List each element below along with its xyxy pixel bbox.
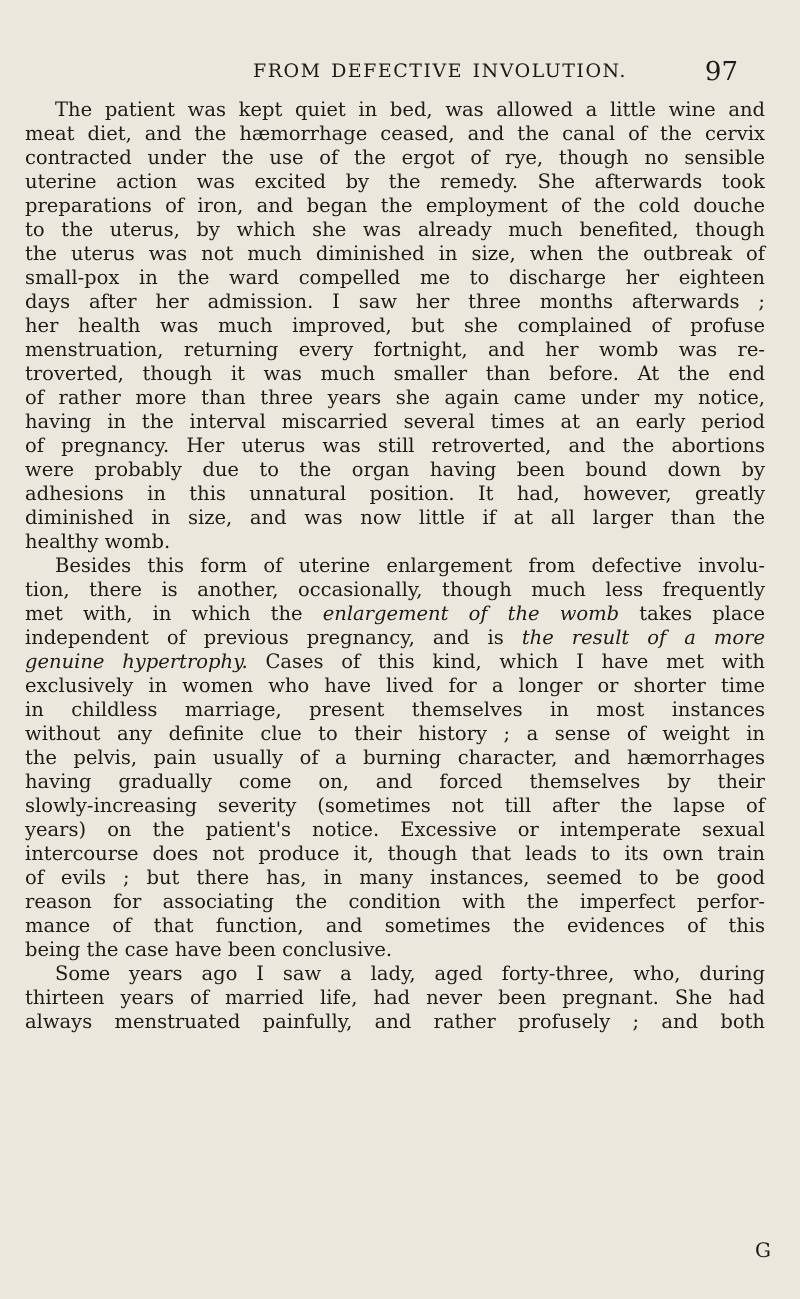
text-line: in childless marriage, present themselves in most instances (25, 698, 765, 721)
text-line: having gradually come on, and forced themselves by their (25, 770, 765, 793)
text-line: reason for associating the condition with the imperfect perfor- (25, 890, 765, 913)
body-text (25, 98, 765, 1034)
text-line: Some years ago I saw a lady, aged forty-three, who, during (55, 962, 765, 985)
text-line: the uterus was not much diminished in size, when the outbreak of (25, 242, 765, 265)
text-line: of evils ; but there has, in many instances, seemed to be good (25, 866, 765, 889)
text-line: mance of that function, and sometimes the evidences of this (25, 914, 765, 937)
text-line: uterine action was excited by the remedy. She afterwards took (25, 170, 765, 193)
page-number: 97 (704, 57, 738, 87)
text-line: contracted under the use of the ergot of rye, though no sensible (25, 146, 765, 169)
text-line: of rather more than three years she again came under my notice, (25, 386, 765, 409)
text-line: tion, there is another, occasionally, though much less frequently (25, 578, 765, 601)
text-line: preparations of iron, and began the employment of the cold douche (25, 194, 765, 217)
text-line: intercourse does not produce it, though that leads to its own train (25, 842, 765, 865)
signature-mark: G (755, 1238, 771, 1262)
text-line: small-pox in the ward compelled me to discharge her eighteen (25, 266, 765, 289)
text-line: thirteen years of married life, had never been pregnant. She had (25, 986, 765, 1009)
text-line: were probably due to the organ having been bound down by (25, 458, 765, 481)
text-line: exclusively in women who have lived for a longer or shorter time (25, 674, 765, 697)
text-line: troverted, though it was much smaller than before. At the end (25, 362, 765, 385)
text-line: healthy womb. (25, 530, 171, 553)
text-line: met with, in which the enlargement of the womb takes place (25, 602, 766, 625)
text-line: adhesions in this unnatural position. It had, however, greatly (25, 482, 765, 505)
text-line: Besides this form of uterine enlargement from defective involu- (55, 554, 765, 577)
text-line: years) on the patient's notice. Excessive or intemperate sexual (25, 818, 765, 841)
text-line: having in the interval miscarried several times at an early period (25, 410, 765, 433)
text-line: being the case have been conclusive. (25, 938, 393, 961)
text-line: diminished in size, and was now little if at all larger than the (25, 506, 765, 529)
text-line: always menstruated painfully, and rather profusely ; and both (25, 1010, 765, 1033)
running-head: FROM DEFECTIVE INVOLUTION. (253, 60, 627, 82)
text-line: independent of previous pregnancy, and is the result of a more (25, 626, 765, 649)
text-line: the pelvis, pain usually of a burning character, and hæmorrhages (25, 746, 765, 769)
text-line: without any definite clue to their history ; a sense of weight in (25, 722, 765, 745)
text-line: of pregnancy. Her uterus was still retroverted, and the abortions (25, 434, 765, 457)
text-line: to the uterus, by which she was already much benefited, though (25, 218, 765, 241)
text-line: her health was much improved, but she complained of profuse (25, 314, 765, 337)
text-line: meat diet, and the hæmorrhage ceased, and the canal of the cervix (25, 122, 765, 145)
text-line: genuine hypertrophy. Cases of this kind, which I have met with (25, 650, 765, 673)
page-header (0, 57, 800, 90)
text-line: menstruation, returning every fortnight, and her womb was re- (25, 338, 765, 361)
text-line: slowly-increasing severity (sometimes not till after the lapse of (25, 794, 765, 817)
text-line: days after her admission. I saw her three months afterwards ; (25, 290, 765, 313)
text-line: The patient was kept quiet in bed, was allowed a little wine and (55, 98, 765, 121)
